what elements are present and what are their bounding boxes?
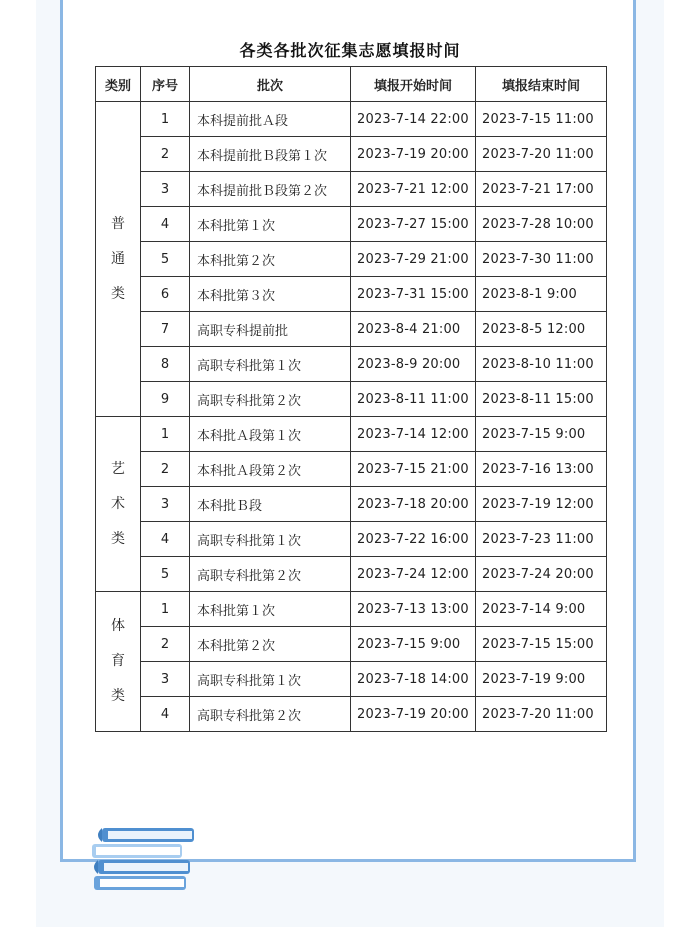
end-time: 2023-7-24 20:00 <box>476 557 607 592</box>
end-time: 2023-8-1 9:00 <box>476 277 607 312</box>
page-title: 各类各批次征集志愿填报时间 <box>239 41 461 60</box>
batch-name: 本科批第２次 <box>190 627 351 662</box>
batch-name: 本科批Ａ段第２次 <box>190 452 351 487</box>
table-row <box>96 522 607 557</box>
table-row <box>96 207 607 242</box>
row-number: 8 <box>141 347 190 382</box>
end-time: 2023-7-16 13:00 <box>476 452 607 487</box>
start-time: 2023-7-15 9:00 <box>351 627 476 662</box>
table-body <box>96 102 607 732</box>
table-row <box>96 277 607 312</box>
schedule-table <box>95 66 607 732</box>
end-time: 2023-7-15 15:00 <box>476 627 607 662</box>
batch-name: 本科批第１次 <box>190 207 351 242</box>
table-row <box>96 312 607 347</box>
end-time: 2023-7-19 9:00 <box>476 662 607 697</box>
start-time: 2023-7-27 15:00 <box>351 207 476 242</box>
row-number: 7 <box>141 312 190 347</box>
row-number: 3 <box>141 487 190 522</box>
row-number: 5 <box>141 557 190 592</box>
start-time: 2023-7-31 15:00 <box>351 277 476 312</box>
table-row <box>96 487 607 522</box>
row-number: 3 <box>141 172 190 207</box>
end-time: 2023-7-30 11:00 <box>476 242 607 277</box>
table-row <box>96 242 607 277</box>
batch-name: 高职专科批第１次 <box>190 662 351 697</box>
batch-name: 高职专科批第２次 <box>190 557 351 592</box>
batch-name: 高职专科批第２次 <box>190 697 351 732</box>
row-number: 5 <box>141 242 190 277</box>
end-time: 2023-7-28 10:00 <box>476 207 607 242</box>
table-row <box>96 102 607 137</box>
table-row <box>96 557 607 592</box>
header-batch: 批次 <box>190 67 351 102</box>
row-number: 4 <box>141 697 190 732</box>
table-row <box>96 382 607 417</box>
row-number: 1 <box>141 102 190 137</box>
batch-name: 本科批第１次 <box>190 592 351 627</box>
batch-name: 高职专科批第２次 <box>190 382 351 417</box>
batch-name: 本科批Ｂ段 <box>190 487 351 522</box>
start-time: 2023-7-24 12:00 <box>351 557 476 592</box>
batch-name: 本科批第２次 <box>190 242 351 277</box>
category-label: 体 育 类 <box>111 618 125 704</box>
row-number: 1 <box>141 592 190 627</box>
category-cell <box>96 102 141 417</box>
start-time: 2023-7-13 13:00 <box>351 592 476 627</box>
category-label: 艺 术 类 <box>111 460 125 547</box>
books-stack-icon <box>88 826 198 892</box>
batch-name: 本科提前批Ｂ段第２次 <box>190 172 351 207</box>
row-number: 3 <box>141 662 190 697</box>
start-time: 2023-8-4 21:00 <box>351 312 476 347</box>
table-row <box>96 172 607 207</box>
category-cell <box>96 417 141 592</box>
table-header-row <box>96 67 607 102</box>
start-time: 2023-7-21 12:00 <box>351 172 476 207</box>
batch-name: 本科批第３次 <box>190 277 351 312</box>
start-time: 2023-7-19 20:00 <box>351 697 476 732</box>
row-number: 9 <box>141 382 190 417</box>
end-time: 2023-7-20 11:00 <box>476 697 607 732</box>
end-time: 2023-7-23 11:00 <box>476 522 607 557</box>
batch-name: 本科提前批Ａ段 <box>190 102 351 137</box>
table-row <box>96 137 607 172</box>
end-time: 2023-7-21 17:00 <box>476 172 607 207</box>
table-row <box>96 662 607 697</box>
start-time: 2023-7-22 16:00 <box>351 522 476 557</box>
batch-name: 高职专科提前批 <box>190 312 351 347</box>
header-start-time: 填报开始时间 <box>351 67 476 102</box>
batch-name: 高职专科批第１次 <box>190 347 351 382</box>
row-number: 2 <box>141 452 190 487</box>
header-number: 序号 <box>141 67 190 102</box>
row-number: 2 <box>141 627 190 662</box>
start-time: 2023-7-18 20:00 <box>351 487 476 522</box>
start-time: 2023-7-14 22:00 <box>351 102 476 137</box>
start-time: 2023-7-15 21:00 <box>351 452 476 487</box>
start-time: 2023-7-29 21:00 <box>351 242 476 277</box>
start-time: 2023-8-11 11:00 <box>351 382 476 417</box>
batch-name: 高职专科批第１次 <box>190 522 351 557</box>
start-time: 2023-7-18 14:00 <box>351 662 476 697</box>
table-row <box>96 347 607 382</box>
row-number: 1 <box>141 417 190 452</box>
row-number: 4 <box>141 522 190 557</box>
table-row <box>96 697 607 732</box>
row-number: 2 <box>141 137 190 172</box>
end-time: 2023-7-20 11:00 <box>476 137 607 172</box>
start-time: 2023-7-14 12:00 <box>351 417 476 452</box>
start-time: 2023-7-19 20:00 <box>351 137 476 172</box>
end-time: 2023-7-15 9:00 <box>476 417 607 452</box>
row-number: 6 <box>141 277 190 312</box>
start-time: 2023-8-9 20:00 <box>351 347 476 382</box>
table-row <box>96 417 607 452</box>
end-time: 2023-7-14 9:00 <box>476 592 607 627</box>
end-time: 2023-8-10 11:00 <box>476 347 607 382</box>
table-row <box>96 592 607 627</box>
batch-name: 本科批Ａ段第１次 <box>190 417 351 452</box>
batch-name: 本科提前批Ｂ段第１次 <box>190 137 351 172</box>
end-time: 2023-7-15 11:00 <box>476 102 607 137</box>
end-time: 2023-8-11 15:00 <box>476 382 607 417</box>
category-cell <box>96 592 141 732</box>
category-label: 普 通 类 <box>111 215 125 302</box>
end-time: 2023-7-19 12:00 <box>476 487 607 522</box>
header-category: 类别 <box>96 67 141 102</box>
table-row <box>96 627 607 662</box>
row-number: 4 <box>141 207 190 242</box>
end-time: 2023-8-5 12:00 <box>476 312 607 347</box>
header-end-time: 填报结束时间 <box>476 67 607 102</box>
table-row <box>96 452 607 487</box>
